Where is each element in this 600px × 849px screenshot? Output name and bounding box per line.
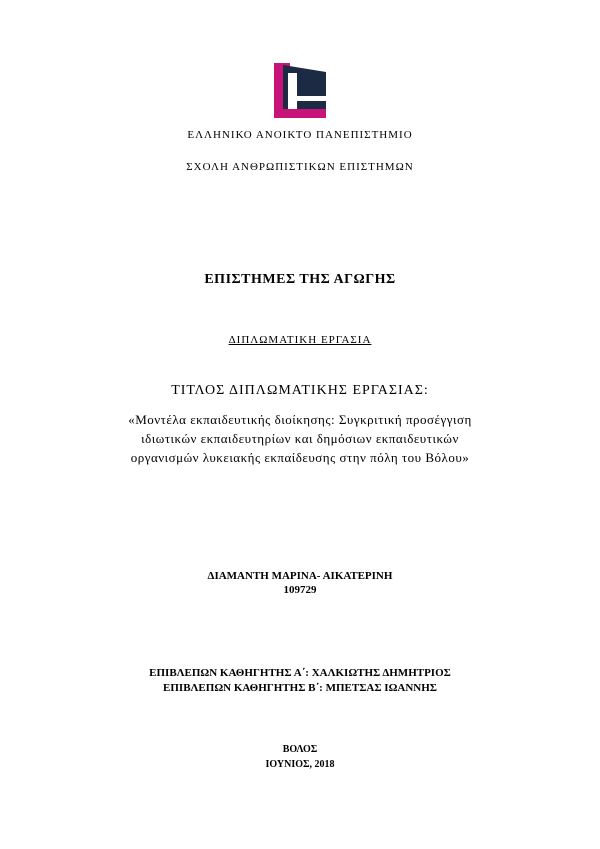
author-name: ΔΙΑΜΑΝΤΗ ΜΑΡΙΝΑ- ΑΙΚΑΤΕΡΙΝΗ	[207, 570, 393, 582]
university-logo	[274, 63, 326, 118]
program-name: ΕΠΙΣΤΗΜΕΣ ΤΗΣ ΑΓΩΓΗΣ	[204, 272, 396, 287]
supervisor-a: ΕΠΙΒΛΕΠΩΝ ΚΑΘΗΓΗΤΗΣ Α΄: ΧΑΛΚΙΩΤΗΣ ΔΗΜΗΤΡΙΟΣ	[149, 667, 451, 679]
thesis-title-line: «Μοντέλα εκπαιδευτικής διοίκησης: Συγκριτική προσέγγιση	[128, 412, 472, 427]
document-type: ΔΙΠΛΩΜΑΤΙΚΗ ΕΡΓΑΣΙΑ	[228, 334, 372, 346]
supervisor-b: ΕΠΙΒΛΕΠΩΝ ΚΑΘΗΓΗΤΗΣ Β΄: ΜΠΕΤΣΑΣ ΙΩΑΝΝΗΣ	[163, 682, 437, 694]
date: ΙΟΥΝΙΟΣ, 2018	[265, 759, 335, 770]
school-name: ΣΧΟΛΗ ΑΝΘΡΩΠΙΣΤΙΚΩΝ ΕΠΙΣΤΗΜΩΝ	[186, 161, 414, 173]
place: ΒΟΛΟΣ	[282, 744, 318, 755]
thesis-title-line: ιδιωτικών εκπαιδευτηρίων και δημόσιων εκπαιδευτικών	[141, 431, 459, 446]
title-label: ΤΙΤΛΟΣ ΔΙΠΛΩΜΑΤΙΚΗΣ ΕΡΓΑΣΙΑΣ:	[171, 383, 429, 398]
student-id: 109729	[283, 584, 317, 596]
university-name: ΕΛΛΗΝΙΚΟ ΑΝΟΙΚΤΟ ΠΑΝΕΠΙΣΤΗΜΙΟ	[187, 129, 413, 141]
thesis-title-line: οργανισμών λυκειακής εκπαίδευσης στην πόλη του Βόλου»	[130, 450, 470, 465]
